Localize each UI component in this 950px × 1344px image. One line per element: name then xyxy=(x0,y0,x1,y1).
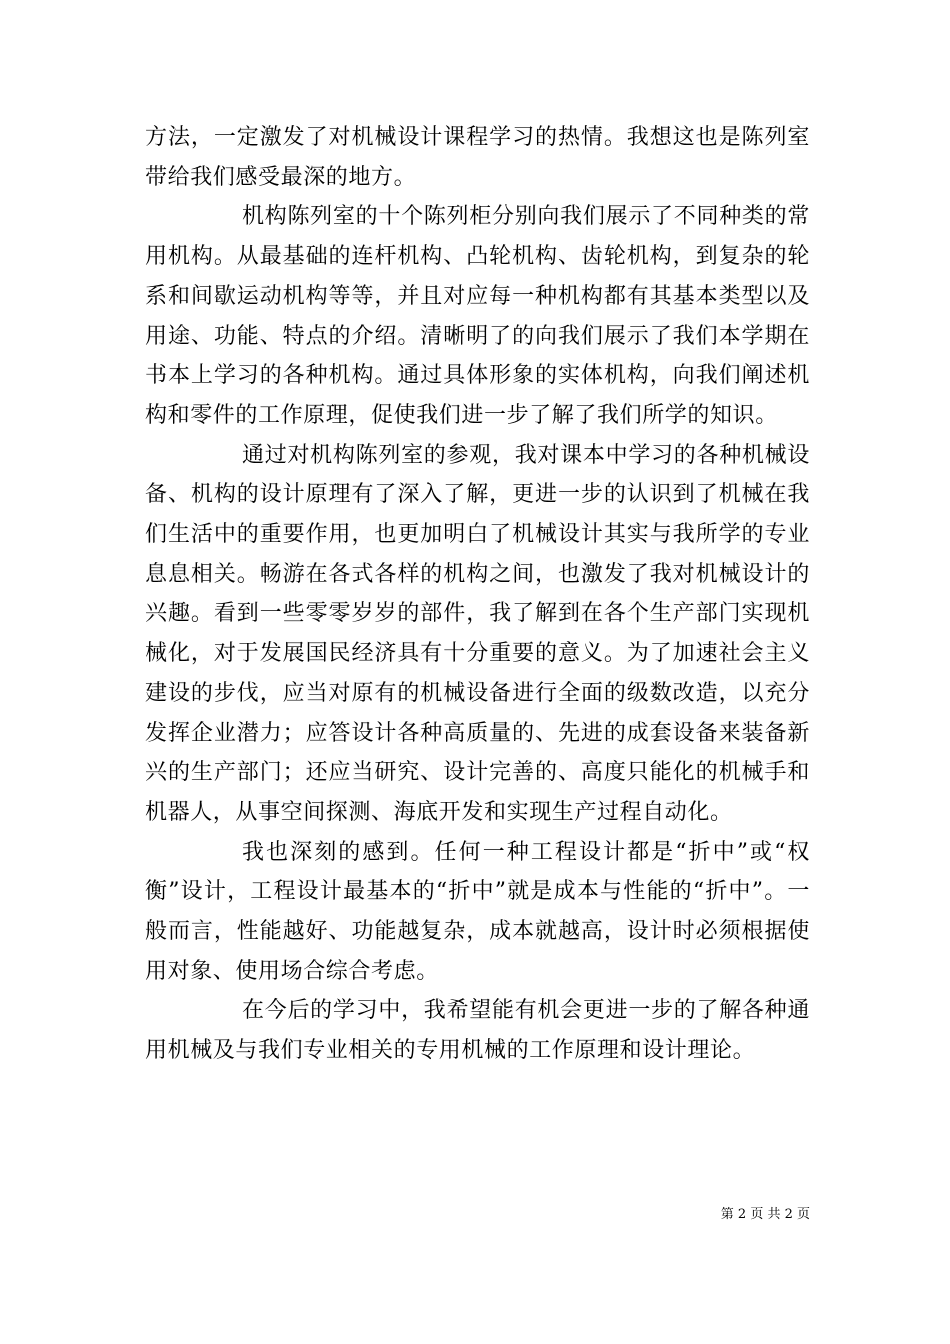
paragraph-exhibition-cabinets: 机构陈列室的十个陈列柜分别向我们展示了不同种类的常用机构。从最基础的连杆机构、凸轮机构、齿轮机构，到复杂的轮系和间歇运动机构等等，并且对应每一种机构都有其基本类型以及用途、功能、特点的介绍。清晰明了的向我们展示了我们本学期在书本上学习的各种机构。通过具体形象的实体机构，向我们阐述机构和零件的工作原理，促使我们进一步了解了我们所学的知识。 xyxy=(145,204,810,428)
document-body xyxy=(145,118,810,1071)
page-number-footer: 第 2 页 共 2 页 xyxy=(720,1207,810,1222)
paragraph-design-tradeoff: 我也深刻的感到。任何一种工程设计都是“折中”或“权衡”设计，工程设计最基本的“折中”就是成本与性能的“折中”。一般而言，性能越好、功能越复杂，成本就越高，设计时必须根据使用对象、使用场合综合考虑。 xyxy=(145,839,810,984)
paragraph-future-study: 在今后的学习中，我希望能有机会更进一步的了解各种通用机械及与我们专业相关的专用机械的工作原理和设计理论。 xyxy=(145,998,810,1064)
paragraph-continued: 方法，一定激发了对机械设计课程学习的热情。我想这也是陈列室带给我们感受最深的地方。 xyxy=(145,125,810,190)
paragraph-visit-reflection: 通过对机构陈列室的参观，我对课本中学习的各种机械设备、机构的设计原理有了深入了解，更进一步的认识到了机械在我们生活中的重要作用，也更加明白了机械设计其实与我所学的专业息息相关。畅游在各式各样的机构之间，也激发了我对机械设计的兴趣。看到一些零零岁岁的部件，我了解到在各个生产部门实现机械化，对于发展国民经济具有十分重要的意义。为了加速社会主义建设的步伐，应当对原有的机械设备进行全面的级数改造，以充分发挥企业潜力；应答设计各种高质量的、先进的成套设备来装备新兴的生产部门；还应当研究、设计完善的、高度只能化的机械手和机器人，从事空间探测、海底开发和实现生产过程自动化。 xyxy=(145,442,810,825)
